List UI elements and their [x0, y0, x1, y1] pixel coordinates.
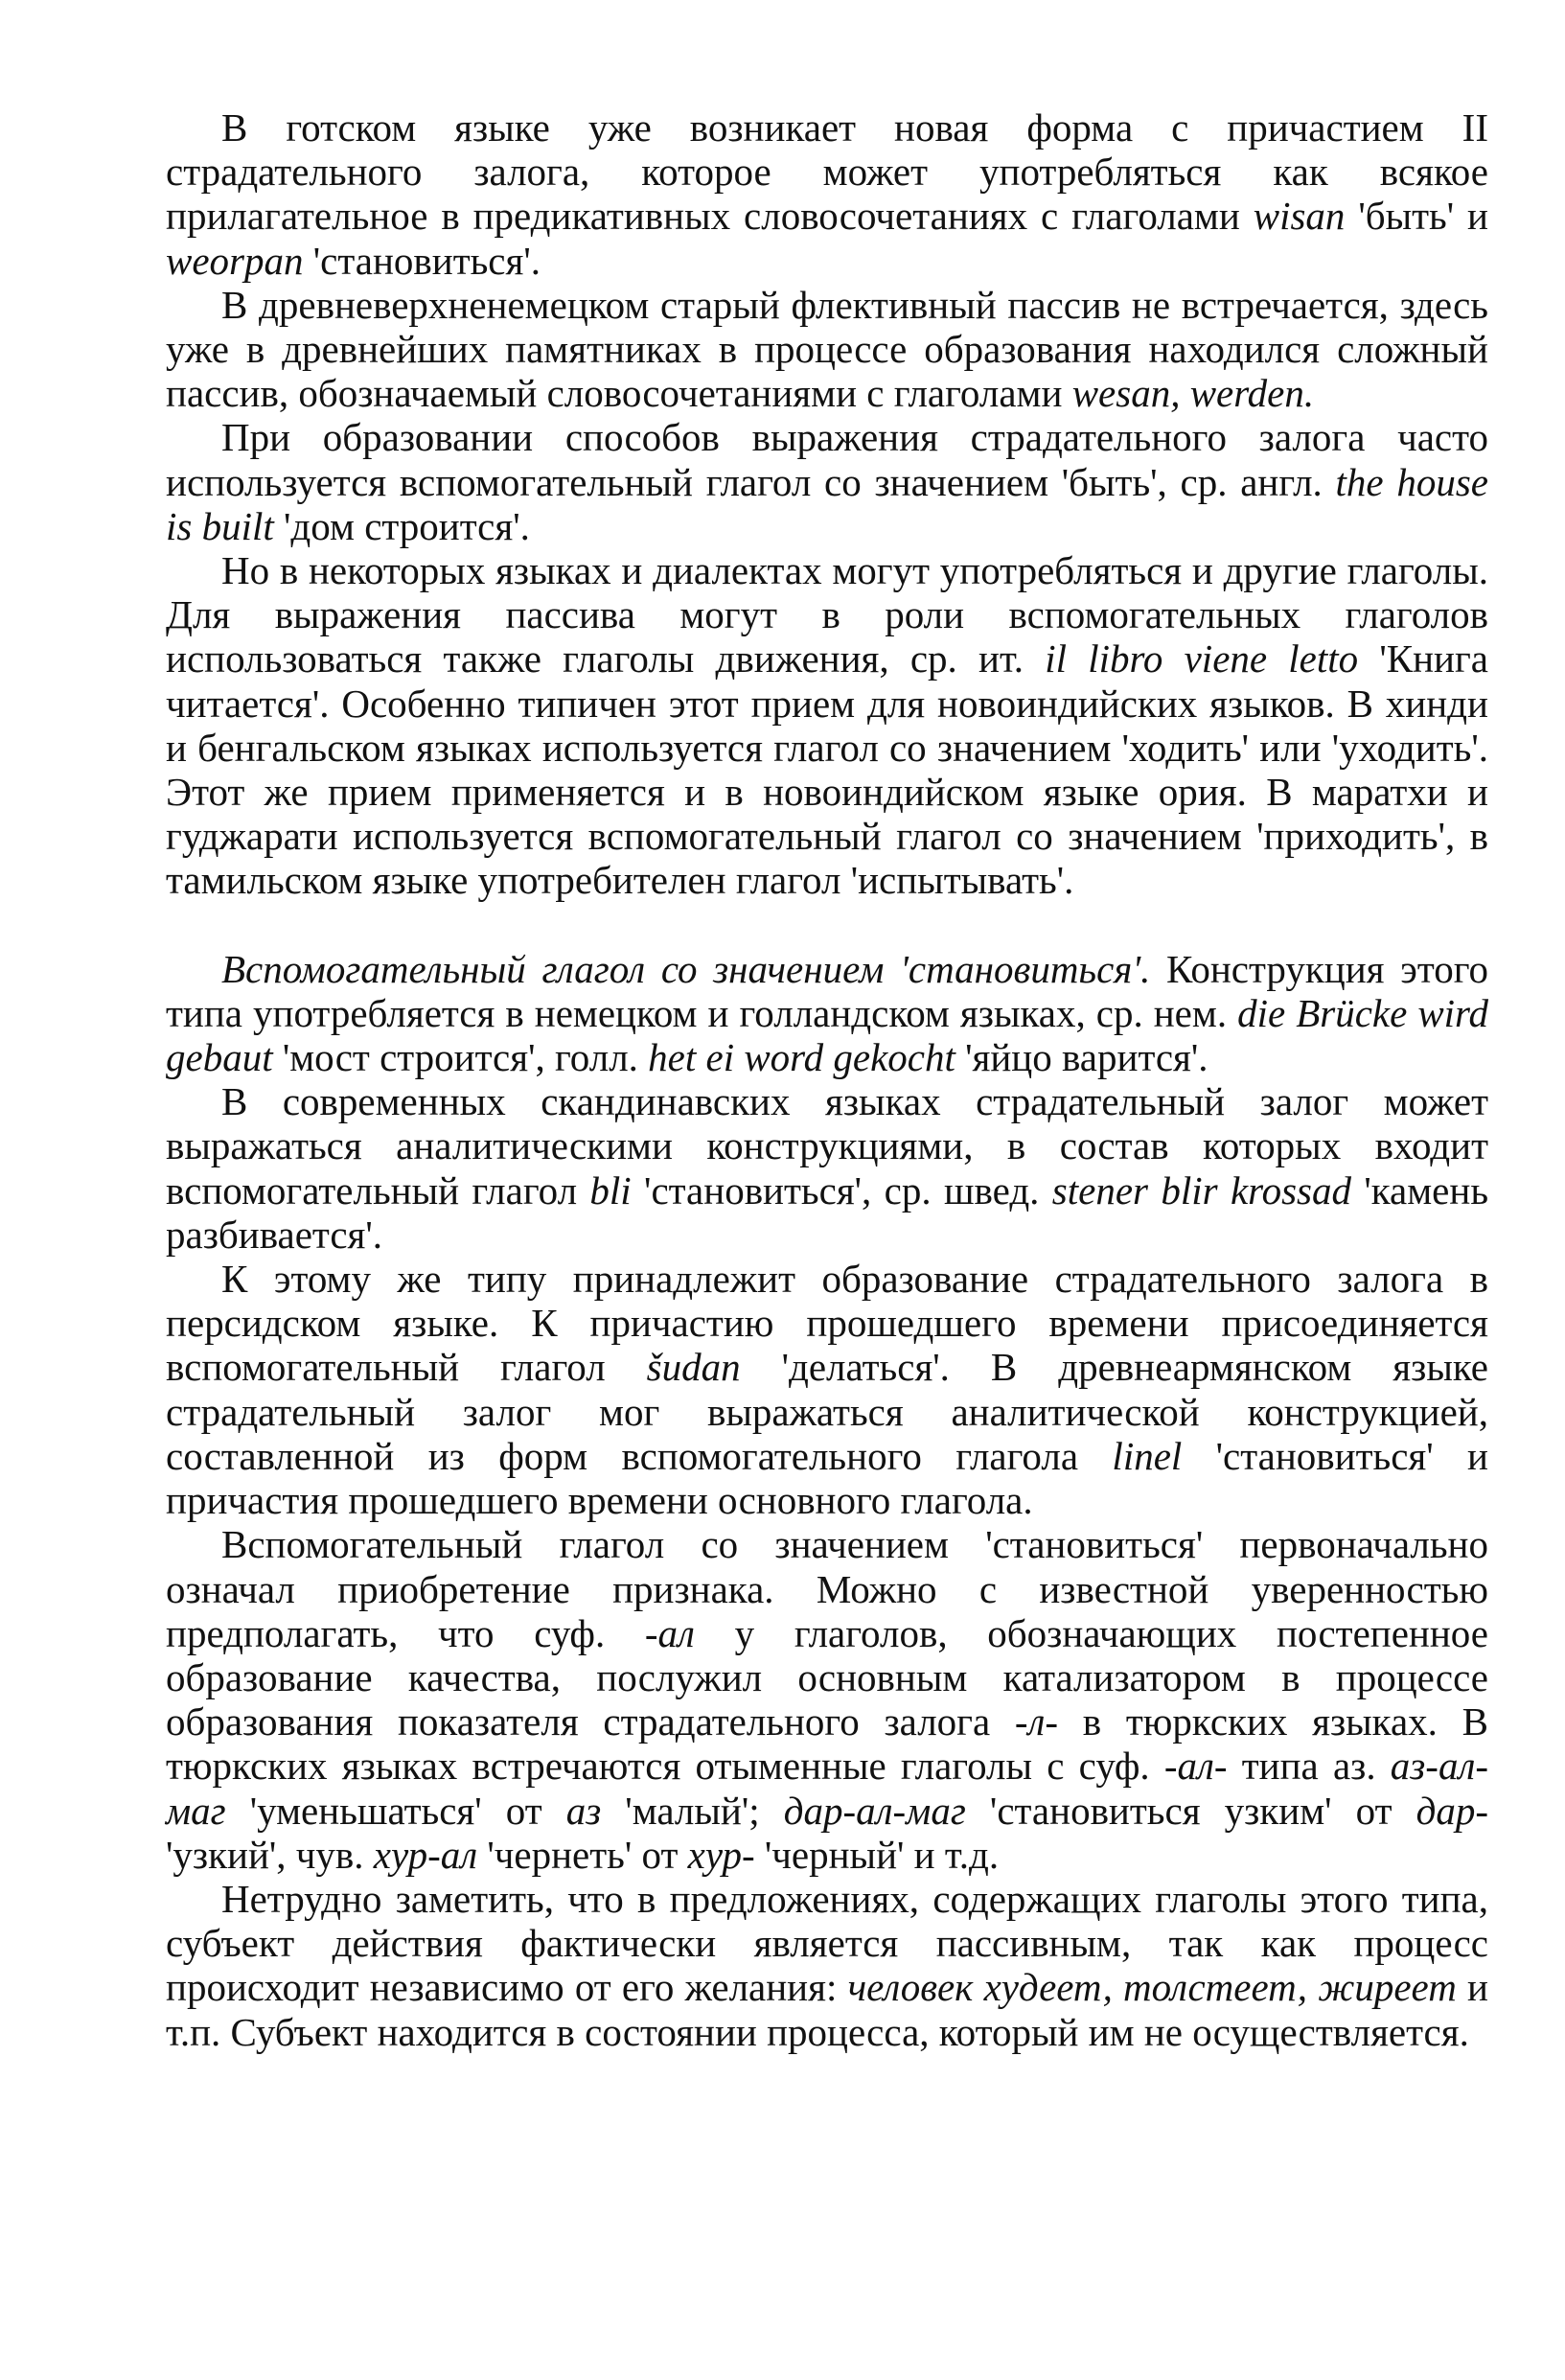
paragraph — [166, 1079, 1488, 1257]
italic-term: аз-ал-маг — [166, 1744, 1488, 1833]
italic-term: weorpan — [166, 238, 304, 283]
text-run: 'быть' и — [1345, 194, 1488, 239]
italic-term: linel — [1112, 1433, 1183, 1478]
text-run: 'малый'; — [601, 1788, 784, 1833]
text-run: К этому же типу принадлежит образование страдательного залога в персидском языке. К причастию прошедшего времени присоединяется вспомогательный глагол — [166, 1257, 1488, 1390]
italic-term: stener blir krossad — [1051, 1167, 1351, 1213]
paragraph — [166, 1257, 1488, 1522]
paragraph — [166, 548, 1488, 903]
text-run: 'становиться' и причастия прошедшего времени основного глагола. — [166, 1433, 1488, 1523]
italic-term: wesan, werden. — [1071, 371, 1315, 416]
text-run: 'чернеть' от — [477, 1832, 688, 1877]
text-run: При образовании способов выражения страдательного залога часто используется вспомогательный глагол со значением 'быть', ср. англ. — [166, 415, 1488, 504]
paragraph — [166, 947, 1488, 1080]
text-run: В современных скандинавских языках страдательный залог может выражаться аналитическими конструкциями, в состав которых входит вспомогательный глагол — [166, 1079, 1488, 1213]
paragraph — [166, 105, 1488, 283]
text-run: Но в некоторых языках и диалектах могут употребляться и другие глаголы. Для выражения пассива могут в роли вспомогательных глаголов использоваться также глаголы движения, ср. ит. — [166, 548, 1488, 682]
italic-term: šudan — [646, 1345, 741, 1390]
text-run: В готском языке уже возникает новая форма с причастием II страдательного залога, которое может употребляться как всякое прилагательное в предикативных словосочетаниях с глаголами — [166, 105, 1488, 239]
text-run: 'камень разбивается'. — [166, 1167, 1489, 1257]
italic-term: -ал — [644, 1610, 695, 1655]
italic-term: wisan — [1253, 194, 1346, 239]
text-run: Конструкция этого типа употребляется в немецком и голландском языках, ср. нем. — [166, 946, 1488, 1035]
paragraph — [166, 1877, 1488, 2054]
text-run: у глаголов, обозначающих постепенное образование качества, послужил основным катализатором в процессе образования показателя страдательного залога — [166, 1610, 1488, 1745]
text-run: 'узкий', чув. — [166, 1832, 374, 1877]
text-run: в тюркских языках. В тюркских языках встречаются отыменные глаголы с суф. — [166, 1699, 1488, 1789]
italic-term: het ei word gekocht — [648, 1035, 955, 1080]
text-run: В древневерхненемецком старый флективный пассив не встречается, здесь уже в древнейших памятниках в процессе образования находился сложный пассив, обозначаемый словосочетаниями с глаголами — [166, 282, 1488, 416]
text-run: 'Книга читается'. Особенно типичен этот прием для новоиндийских языков. В хинди и бенгальском языках используется глагол со значением 'ходить' или 'уходить'. Этот же прием применяется и в новоиндийском языке ория. В маратхи и гуджарати используется вспомогательный глагол со значением 'приходить', в тамильском языке употребителен глагол 'испытывать'. — [166, 636, 1488, 903]
text-run: и т.п. Субъект находится в состоянии процесса, который им не осуществляется. — [166, 1965, 1488, 2054]
italic-term: il libro viene letto — [1045, 636, 1359, 682]
italic-term: дар-ал-маг — [783, 1788, 966, 1833]
italic-term: хур-ал — [373, 1832, 478, 1877]
italic-term: -ал- — [1163, 1744, 1228, 1789]
italic-term: хур- — [687, 1832, 755, 1877]
text-run: 'уменьшаться' от — [225, 1788, 566, 1833]
paragraph — [166, 283, 1488, 416]
text-run: 'делаться'. В древнеармянском языке страдательный залог мог выражаться аналитической конструкцией, составленной из форм вспомогательного глагола — [166, 1345, 1488, 1478]
text-run: 'становиться'. — [303, 238, 541, 283]
italic-term: дар- — [1415, 1788, 1488, 1833]
italic-term: the house is built — [166, 459, 1488, 548]
italic-term: человек худеет, толстеет, жиреет — [847, 1965, 1457, 2010]
text-run: 'дом строится'. — [273, 503, 530, 548]
italic-term: die Brücke wird gebaut — [166, 990, 1488, 1080]
text-run: 'яйцо варится'. — [955, 1035, 1208, 1080]
text-run: Нетрудно заметить, что в предложениях, содержащих глаголы этого типа, субъект действия фактически является пассивным, так как процесс происходит независимо от его желания: — [166, 1876, 1488, 2010]
text-run: типа аз. — [1227, 1744, 1391, 1789]
paragraph — [166, 1522, 1488, 1877]
paragraph — [166, 415, 1488, 548]
page-text — [166, 105, 1488, 2054]
text-run: 'становиться', ср. швед. — [631, 1167, 1052, 1213]
italic-term: -л- — [1014, 1699, 1059, 1745]
text-run: 'черный' и т.д. — [754, 1832, 1000, 1877]
italic-term: аз — [565, 1788, 602, 1833]
text-run: 'становиться узким' от — [965, 1788, 1416, 1833]
text-run: Вспомогательный глагол со значением 'становиться' первоначально означал приобретение признака. Можно с известной уверенностью предполагать, что суф. — [166, 1522, 1488, 1655]
italic-term: Вспомогательный глагол со значением 'становиться'. — [221, 946, 1151, 991]
text-run: 'мост строится', голл. — [272, 1035, 649, 1080]
italic-term: bli — [589, 1167, 632, 1213]
